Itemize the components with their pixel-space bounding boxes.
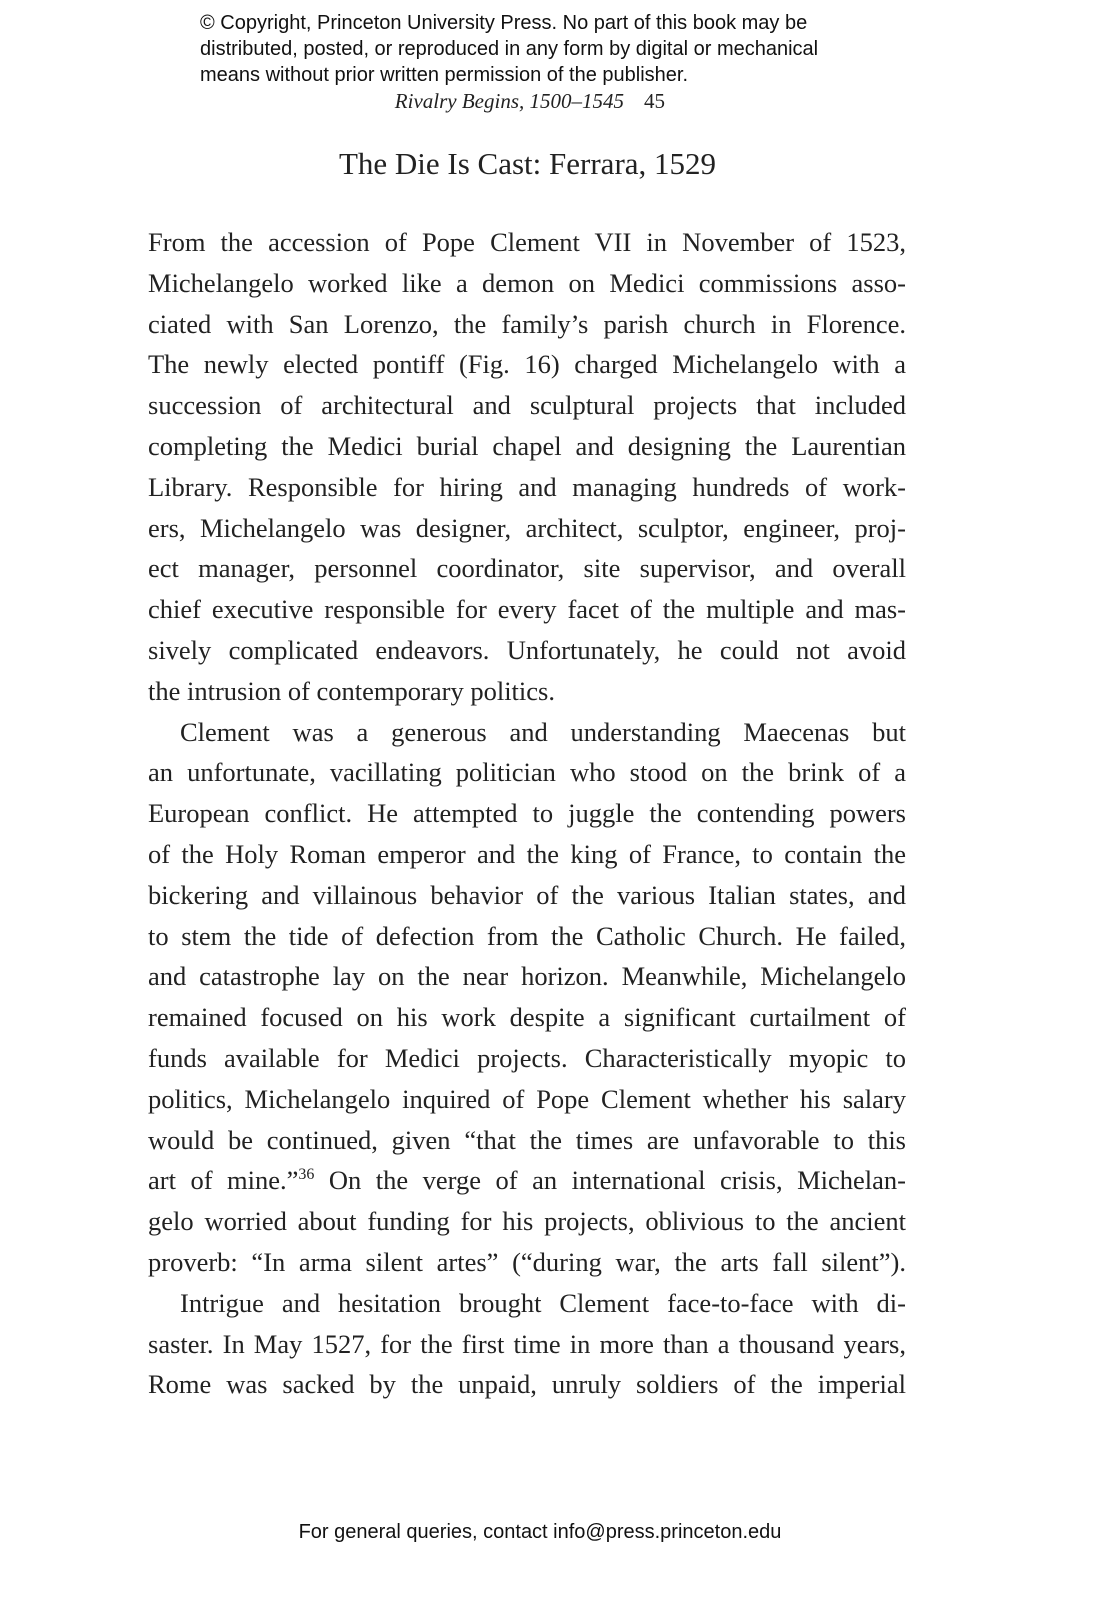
text-line: to stem the tide of defection from the Catholic Church. He failed, <box>148 920 906 951</box>
text-line: would be continued, given “that the times are unfavorable to this <box>148 1124 906 1155</box>
text-line: Library. Responsible for hiring and managing hundreds of work- <box>148 471 906 502</box>
running-head <box>0 89 665 114</box>
text-line: The newly elected pontiff (Fig. 16) charged Michelangelo with a <box>148 349 906 380</box>
text-line: gelo worried about funding for his projects, oblivious to the ancient <box>148 1206 906 1237</box>
copyright-line: means without prior written permission of the publisher. <box>200 64 689 86</box>
copyright-line: distributed, posted, or reproduced in any form by digital or mechanical <box>200 38 819 60</box>
text-line: saster. In May 1527, for the first time in more than a thousand years, <box>148 1328 906 1359</box>
text-line: completing the Medici burial chapel and designing the Laurentian <box>148 430 906 461</box>
text-line: From the accession of Pope Clement VII in November of 1523, <box>148 227 906 257</box>
text-line: proverb: “In arma silent artes” (“during war, the arts fall silent”). <box>148 1246 906 1277</box>
text-span: On the verge of an international crisis, Michelan- <box>314 1165 906 1196</box>
text-span: art of mine.” <box>148 1165 299 1196</box>
copyright-notice <box>200 10 818 88</box>
text-line: ers, Michelangelo was designer, architect, sculptor, engineer, proj- <box>148 512 906 543</box>
copyright-line: © Copyright, Princeton University Press. No part of this book may be <box>200 12 808 34</box>
text-line: Rome was sacked by the unpaid, unruly soldiers of the imperial <box>148 1369 906 1400</box>
text-line: Michelangelo worked like a demon on Medici commissions asso- <box>148 267 906 298</box>
paragraph <box>148 1283 906 1405</box>
text-line: politics, Michelangelo inquired of Pope Clement whether his salary <box>148 1083 906 1114</box>
text-line: of the Holy Roman emperor and the king of France, to contain the <box>148 838 906 869</box>
body-text <box>148 222 906 1405</box>
footer-contact: For general queries, contact info@press.princeton.edu <box>298 1521 782 1543</box>
paragraph <box>148 712 906 1283</box>
text-line: and catastrophe lay on the near horizon. Meanwhile, Michelangelo <box>148 961 906 992</box>
text-line: Clement was a generous and understanding Maecenas but <box>180 716 906 747</box>
text-line: remained focused on his work despite a significant curtailment of <box>148 1002 906 1033</box>
running-head-title: Rivalry Begins, 1500–1545 <box>394 89 624 113</box>
text-line: bickering and villainous behavior of the various Italian states, and <box>148 879 906 910</box>
text-line: sively complicated endeavors. Unfortunately, he could not avoid <box>148 634 906 665</box>
text-line: European conflict. He attempted to juggle the contending powers <box>148 798 906 829</box>
footnote-marker[interactable]: 36 <box>298 1166 315 1184</box>
text-line: chief executive responsible for every facet of the multiple and mas- <box>148 594 906 625</box>
section-title: The Die Is Cast: Ferrara, 1529 <box>338 146 717 181</box>
text-line: funds available for Medici projects. Characteristically myopic to <box>148 1042 906 1073</box>
text-line: succession of architectural and sculptural projects that included <box>148 390 906 421</box>
text-line: ect manager, personnel coordinator, site supervisor, and overall <box>148 553 906 584</box>
page-number: 45 <box>644 89 665 113</box>
paragraph <box>148 222 906 712</box>
text-line: the intrusion of contemporary politics. <box>148 675 555 706</box>
text-line: ciated with San Lorenzo, the family’s parish church in Florence. <box>148 308 906 339</box>
text-line: Intrigue and hesitation brought Clement face-to-face with di- <box>180 1287 906 1318</box>
text-line <box>148 1160 906 1201</box>
text-line: an unfortunate, vacillating politician who stood on the brink of a <box>148 757 906 788</box>
